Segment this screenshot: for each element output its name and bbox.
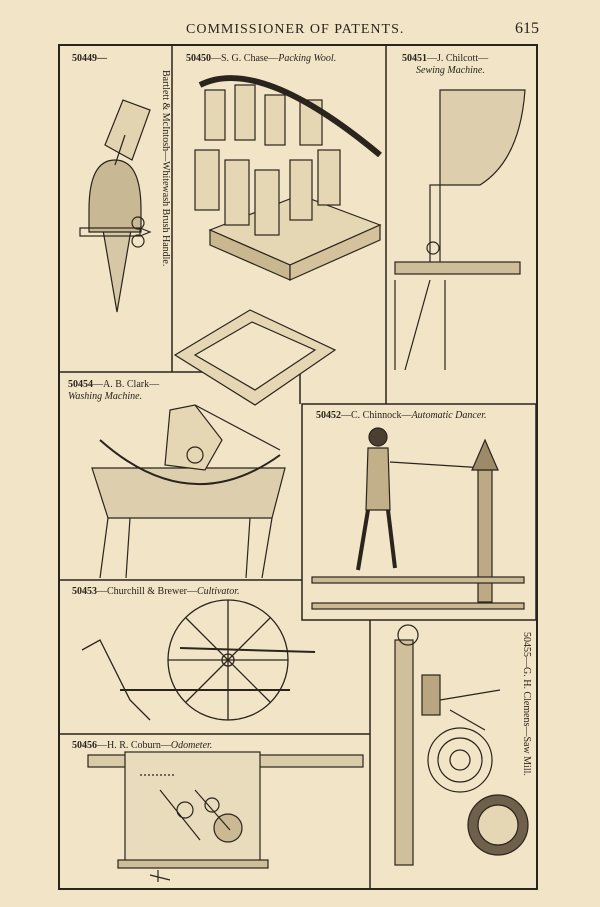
odometer-drawing [88, 752, 363, 882]
panel-50456-caption: 50456—H. R. Coburn—Odometer. [72, 740, 213, 751]
panel-50450-caption: 50450—S. G. Chase—Packing Wool. [186, 53, 337, 64]
panel-50454-caption: 50454—A. B. Clark— Washing Machine. [68, 379, 160, 402]
panel-50453-caption: 50453—Churchill & Brewer—Cultivator. [72, 586, 240, 597]
brush-handle-drawing [80, 100, 150, 312]
cultivator-drawing [82, 600, 315, 720]
panel-50455-vertical-caption: 50455—G. H. Clemens—Saw Mill. [521, 632, 532, 776]
saw-mill-drawing [395, 625, 528, 865]
panel-50452-caption: 50452—C. Chinnock—Automatic Dancer. [316, 410, 487, 421]
panel-50451-caption: 50451—J. Chilcott— Sewing Machine. [402, 53, 489, 76]
panel-50449-vertical-caption: Bartlett & McIntosh—Whitewash Brush Handle. [160, 70, 171, 267]
sewing-machine-drawing [395, 90, 525, 370]
page-number: 615 [515, 20, 539, 37]
washing-machine-drawing [92, 405, 285, 578]
wool-press-drawing [175, 78, 380, 405]
page-header-title: COMMISSIONER OF PATENTS. [186, 22, 405, 37]
automatic-dancer-drawing [312, 428, 524, 609]
panel-50449-caption: 50449— [72, 53, 107, 64]
